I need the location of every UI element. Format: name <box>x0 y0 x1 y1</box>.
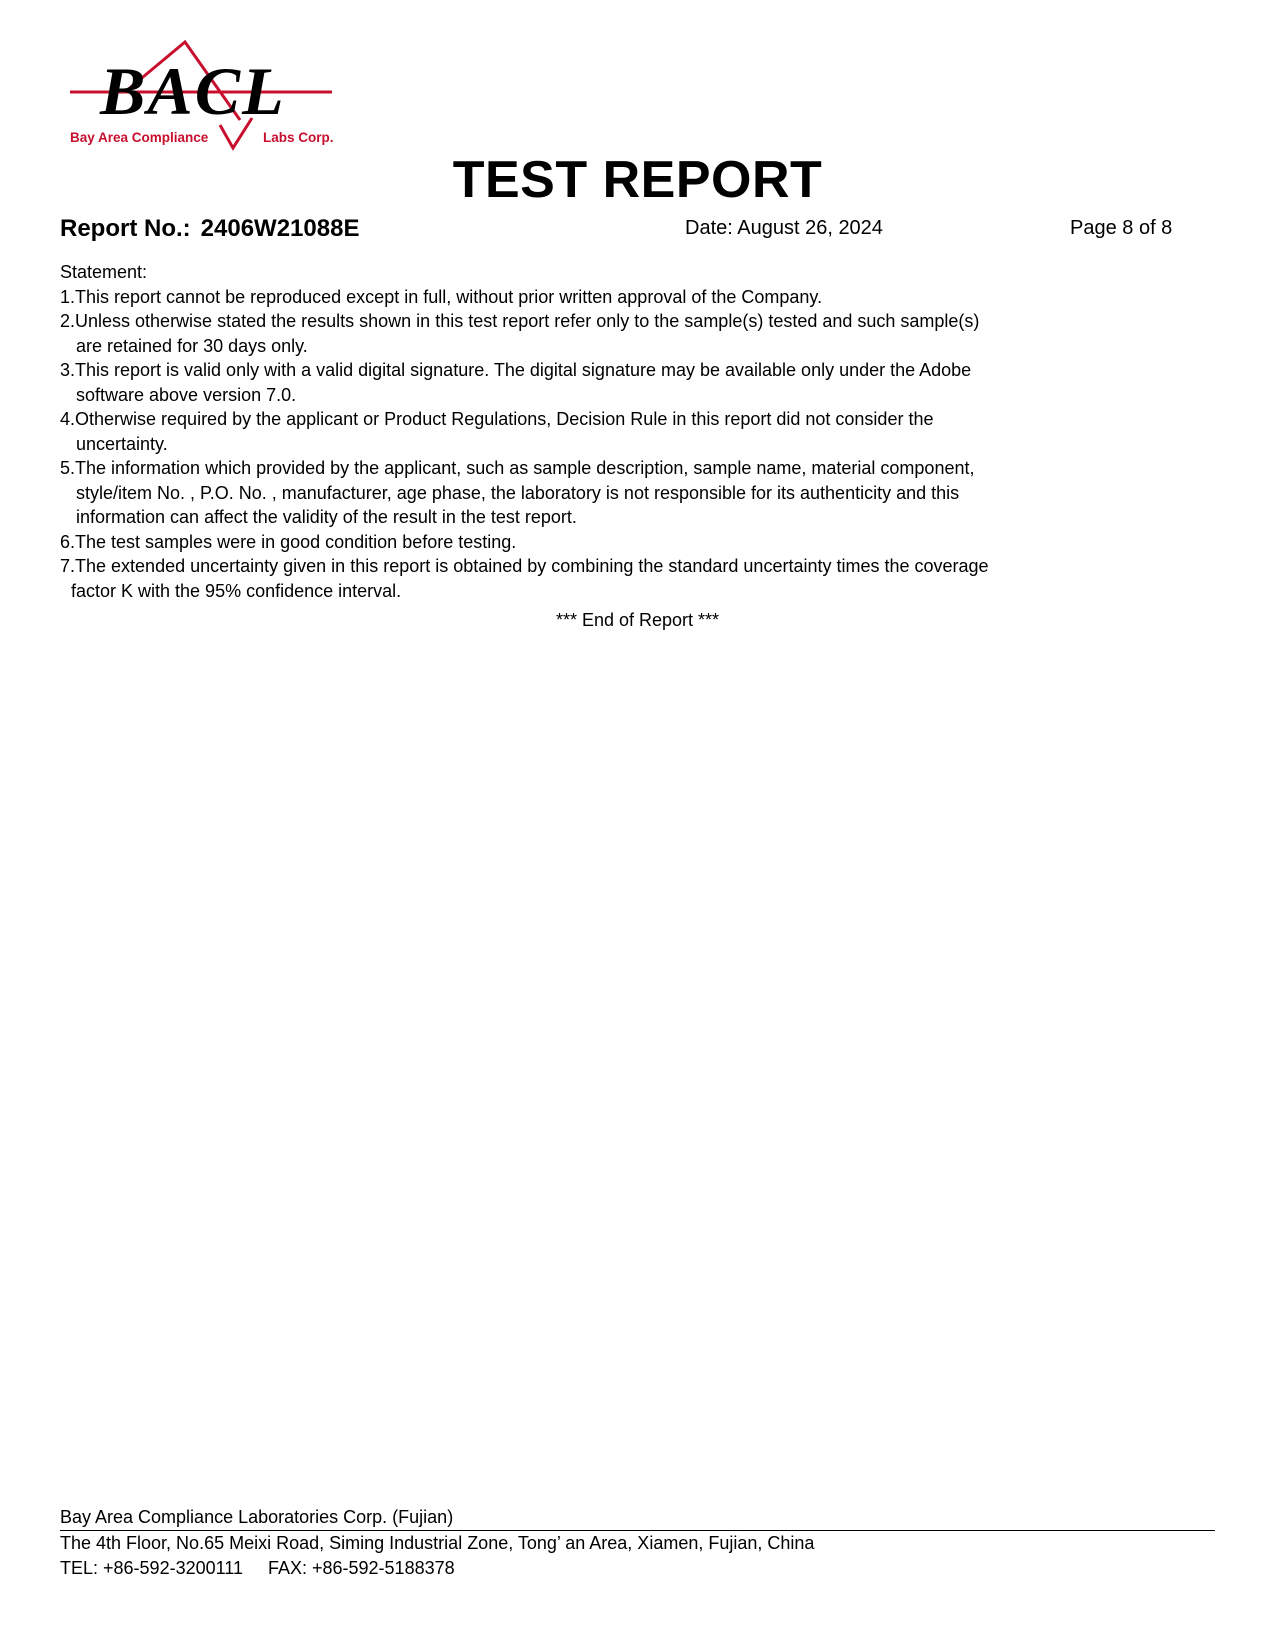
statement-item-6: 6.The test samples were in good condition before testing. <box>60 531 517 552</box>
logo-subtitle-left: Bay Area Compliance <box>70 130 209 145</box>
statement-item-4-cont: uncertainty. <box>76 433 168 454</box>
statement-item-1: 1.This report cannot be reproduced except in full, without prior written approval of the Company. <box>60 286 823 307</box>
statement-item-3: 3.This report is valid only with a valid digital signature. The digital signature may be available only under the Adobe <box>60 360 972 380</box>
footer-contact: TEL: +86-592-3200111 FAX: +86-592-5188378 <box>60 1558 455 1578</box>
statement-item-4: 4.Otherwise required by the applicant or Product Regulations, Decision Rule in this report did not consider the <box>60 409 934 429</box>
logo-wordmark: BACL <box>100 53 286 129</box>
statement-item-7-cont: factor K with the 95% confidence interval. <box>71 580 402 601</box>
statement-item-2: 2.Unless otherwise stated the results shown in this test report refer only to the sample(s) tested and such sample(s) <box>60 311 980 331</box>
statement-item-3-cont: software above version 7.0. <box>76 384 297 405</box>
document-title: TEST REPORT <box>452 151 823 209</box>
footer <box>60 1505 1220 1581</box>
logo-subtitle-right: Labs Corp. <box>263 130 334 145</box>
report-meta-row <box>60 215 1215 245</box>
statement-item-5: 5.The information which provided by the applicant, such as sample description, sample name, material component, <box>60 458 975 478</box>
statement-item-5-cont-2: information can affect the validity of the result in the test report. <box>76 507 577 527</box>
report-number-value: 2406W21088E <box>200 215 360 242</box>
bacl-logo <box>70 40 350 160</box>
statement-heading: Statement: <box>60 262 148 282</box>
page-number: Page 8 of 8 <box>1070 217 1173 239</box>
end-of-report: *** End of Report *** <box>555 610 720 630</box>
footer-company: Bay Area Compliance Laboratories Corp. (Fujian) <box>60 1507 454 1527</box>
statement-item-5-cont-1: style/item No. , P.O. No. , manufacturer, age phase, the laboratory is not responsible for its authenticity and this <box>76 482 960 503</box>
statement-item-2-cont: are retained for 30 days only. <box>76 335 308 356</box>
report-date: Date: August 26, 2024 <box>685 217 883 239</box>
statement-section <box>60 260 1160 603</box>
statement-item-7: 7.The extended uncertainty given in this report is obtained by combining the standard uncertainty times the coverage <box>60 556 989 576</box>
footer-address: The 4th Floor, No.65 Meixi Road, Siming Industrial Zone, Tong’ an Area, Xiamen, Fujian, China <box>60 1533 815 1553</box>
report-number <box>60 215 359 243</box>
report-number-label: Report No.: <box>60 215 191 242</box>
